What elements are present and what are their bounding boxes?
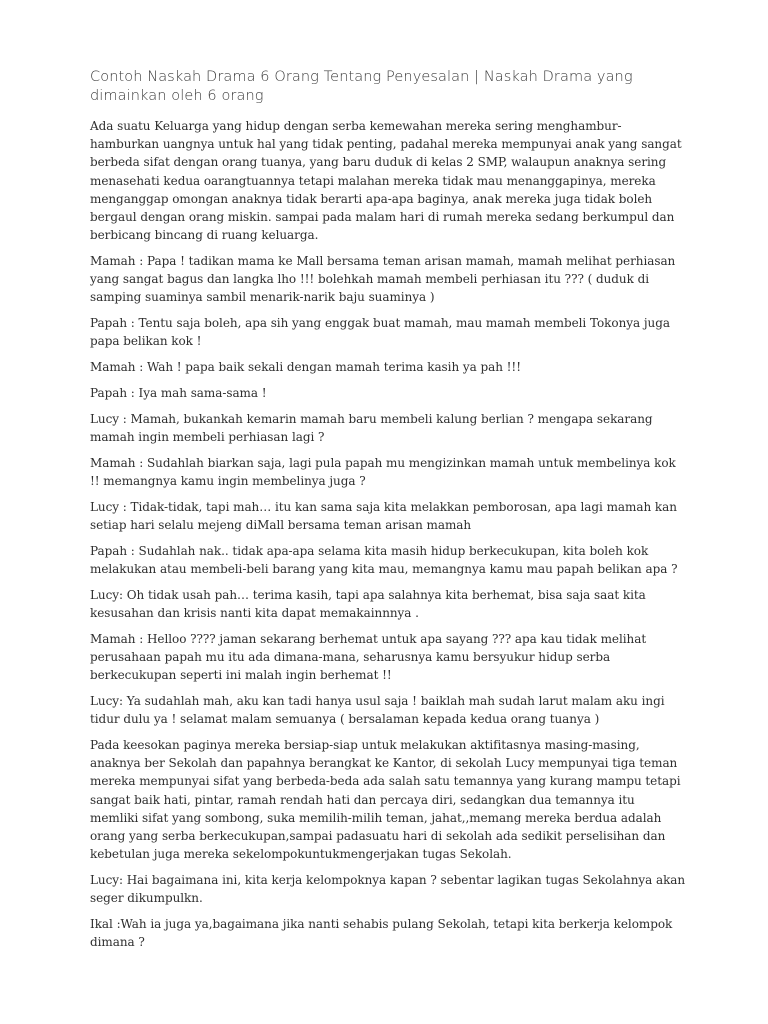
paragraph-dialogue: Ikal :Wah ia juga ya,bagaimana jika nanti sehabis pulang Sekolah, tetapi kita berkerja kelompok dimana ? xyxy=(90,917,673,950)
paragraph-dialogue: Papah : Tentu saja boleh, apa sih yang enggak buat mamah, mau mamah membeli Tokonya juga papa belikan kok ! xyxy=(90,316,670,349)
paragraph-dialogue: Lucy: Ya sudahlah mah, aku kan tadi hanya usul saja ! baiklah mah sudah larut malam aku ingi tidur dulu ya ! selamat malam semuanya ( bersalaman kepada kedua orang tuanya ) xyxy=(90,694,665,727)
document-title: Contoh Naskah Drama 6 Orang Tentang Penyesalan | Naskah Drama yang dimainkan oleh 6 orang xyxy=(90,69,633,104)
paragraph-dialogue: Papah : Sudahlah nak.. tidak apa-apa selama kita masih hidup berkecukupan, kita boleh kok melakukan atau membeli-beli barang yang kita mau, memangnya kamu mau papah belikan apa ? xyxy=(90,543,678,577)
paragraph-dialogue: Lucy: Oh tidak usah pah… terima kasih, tapi apa salahnya kita berhemat, bisa saja saat kita kesusahan dan krisis nanti kita dapat memakainnnya . xyxy=(90,587,646,621)
paragraph-dialogue: Lucy : Tidak-tidak, tapi mah… itu kan sama saja kita melakkan pemborosan, apa lagi mamah kan setiap hari selalu mejeng diMall bersama teman arisan mamah xyxy=(90,499,677,533)
paragraph-narration-intro: Ada suatu Keluarga yang hidup dengan serba kemewahan mereka sering menghambur-hamburkan uangnya untuk hal yang tidak penting, padahal mereka mempunyai anak yang sangat berbeda sifat dengan orang tuanya, yang baru duduk di kelas 2 SMP, walaupun anaknya sering menasehati kedua oarangtuannya tetapi malahan mereka tidak mau menanggapinya, mereka menganggap omongan anaknya tidak berarti apa-apa baginya, anak mereka juga tidak boleh bergaul dengan orang miskin. sampai pada malam hari di rumah mereka sedang berkumpul dan berbicang bincang di ruang keluarga. xyxy=(90,119,682,243)
document-page xyxy=(90,68,686,959)
paragraph-narration-school: Pada keesokan paginya mereka bersiap-siap untuk melakukan aktifitasnya masing-masing, anaknya ber Sekolah dan papahnya berangkat ke Kantor, di sekolah Lucy mempunyai tiga teman mereka mempunyai sifat yang berbeda-beda ada salah satu temannya yang kurang mampu tetapi sangat baik hati, pintar, ramah rendah hati dan percaya diri, sedangkan dua temannya itu memliki sifat yang sombong, suka memilih-milih teman, jahat,,memang mereka berdua adalah orang yang serba berkecukupan,sampai padasuatu hari di sekolah ada sedikit perselisihan dan kebetulan juga mereka sekelompokuntukmengerjakan tugas Sekolah. xyxy=(90,738,681,862)
paragraph-dialogue: Mamah : Wah ! papa baik sekali dengan mamah terima kasih ya pah !!! xyxy=(90,360,521,375)
paragraph-dialogue: Papah : Iya mah sama-sama ! xyxy=(90,386,267,401)
paragraph-dialogue: Mamah : Sudahlah biarkan saja, lagi pula papah mu mengizinkan mamah untuk membelinya kok !! memangnya kamu ingin membelinya juga ? xyxy=(90,455,676,489)
paragraph-dialogue: Mamah : Papa ! tadikan mama ke Mall bersama teman arisan mamah, mamah melihat perhiasan yang sangat bagus dan langka lho !!! bolehkah mamah membeli perhiasan itu ??? ( duduk di samping suaminya sambil menarik-narik baju suaminya ) xyxy=(90,254,676,305)
paragraph-dialogue: Mamah : Helloo ???? jaman sekarang berhemat untuk apa sayang ??? apa kau tidak melihat perusahaan papah mu itu ada dimana-mana, seharusnya kamu bersyukur hidup serba berkecukupan seperti ini malah ingin berhemat !! xyxy=(90,631,647,683)
paragraph-dialogue: Lucy: Hai bagaimana ini, kita kerja kelompoknya kapan ? sebentar lagikan tugas Sekolahnya akan seger dikumpulkn. xyxy=(90,873,686,906)
paragraph-dialogue: Lucy : Mamah, bukankah kemarin mamah baru membeli kalung berlian ? mengapa sekarang mamah ingin membeli perhiasan lagi ? xyxy=(90,411,653,445)
